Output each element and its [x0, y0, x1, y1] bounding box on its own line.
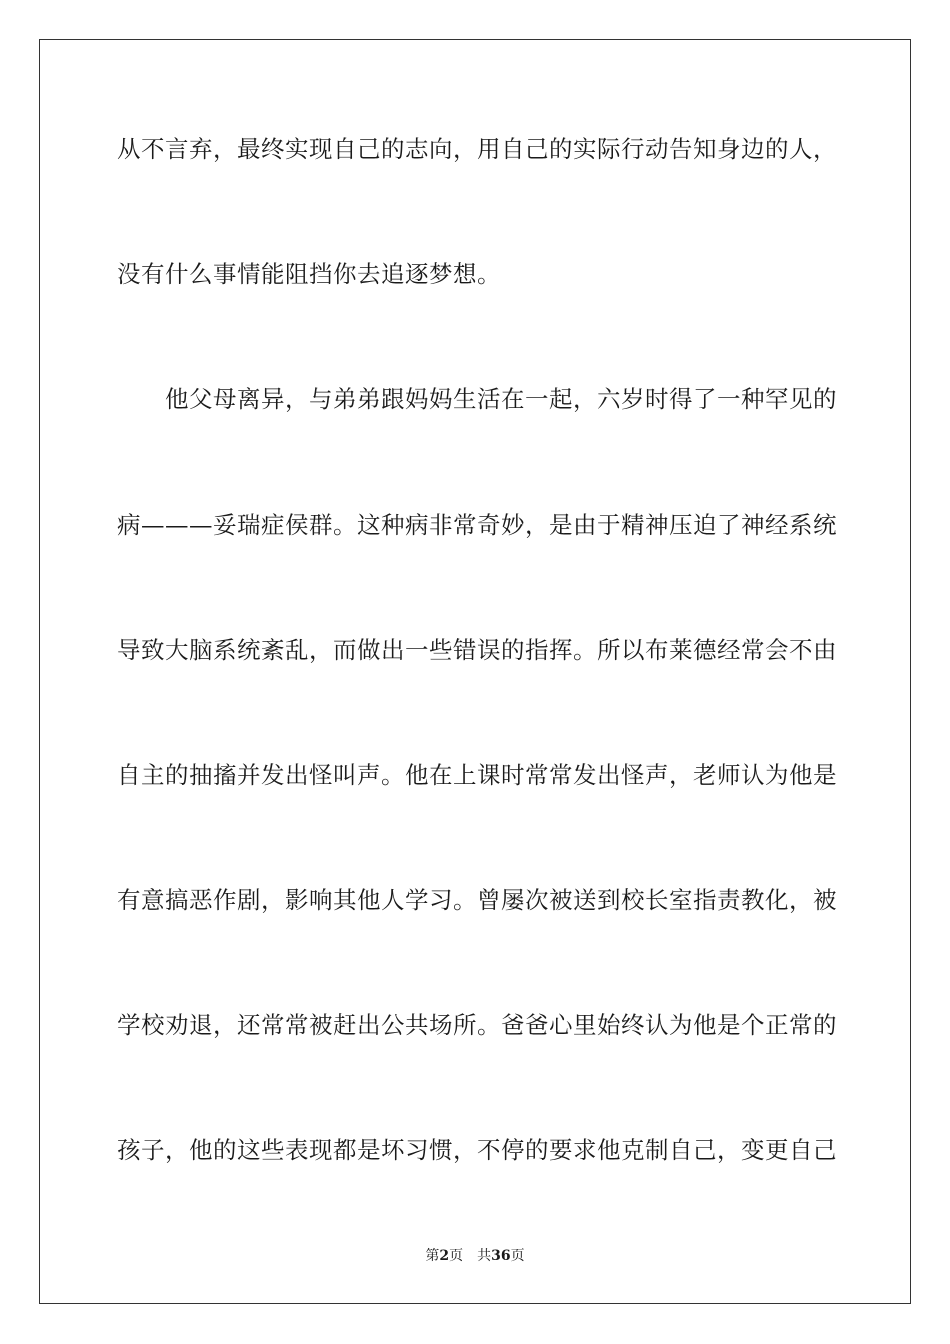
page-footer	[0, 1247, 950, 1265]
paragraph-start-line: 他父母离异，与弟弟跟妈妈生活在一起，六岁时得了一种罕见的	[165, 385, 837, 413]
footer-total-prefix: 共	[477, 1248, 492, 1264]
page-border	[39, 39, 911, 1304]
text-line-4: 病———妥瑞症侯群。这种病非常奇妙，是由于精神压迫了神经系统	[117, 511, 837, 539]
footer-total-pages: 36	[491, 1248, 511, 1264]
footer-page-number: 2	[439, 1248, 450, 1264]
text-line-5: 导致大脑系统紊乱，而做出一些错误的指挥。所以布莱德经常会不由	[117, 636, 837, 664]
text-line-2: 没有什么事情能阻挡你去追逐梦想。	[117, 260, 501, 288]
text-line-8: 学校劝退，还常常被赶出公共场所。爸爸心里始终认为他是个正常的	[117, 1011, 837, 1039]
text-line-7: 有意搞恶作剧，影响其他人学习。曾屡次被送到校长室指责教化，被	[117, 886, 837, 914]
text-line-6: 自主的抽搐并发出怪叫声。他在上课时常常发出怪声，老师认为他是	[117, 761, 837, 789]
footer-total-suffix: 页	[510, 1248, 525, 1264]
text-line-1: 从不言弃，最终实现自己的志向，用自己的实际行动告知身边的人，	[117, 135, 837, 163]
footer-page-prefix: 第	[425, 1248, 440, 1264]
text-line-9: 孩子，他的这些表现都是坏习惯，不停的要求他克制自己，变更自己	[117, 1136, 837, 1164]
footer-page-suffix: 页	[449, 1248, 464, 1264]
